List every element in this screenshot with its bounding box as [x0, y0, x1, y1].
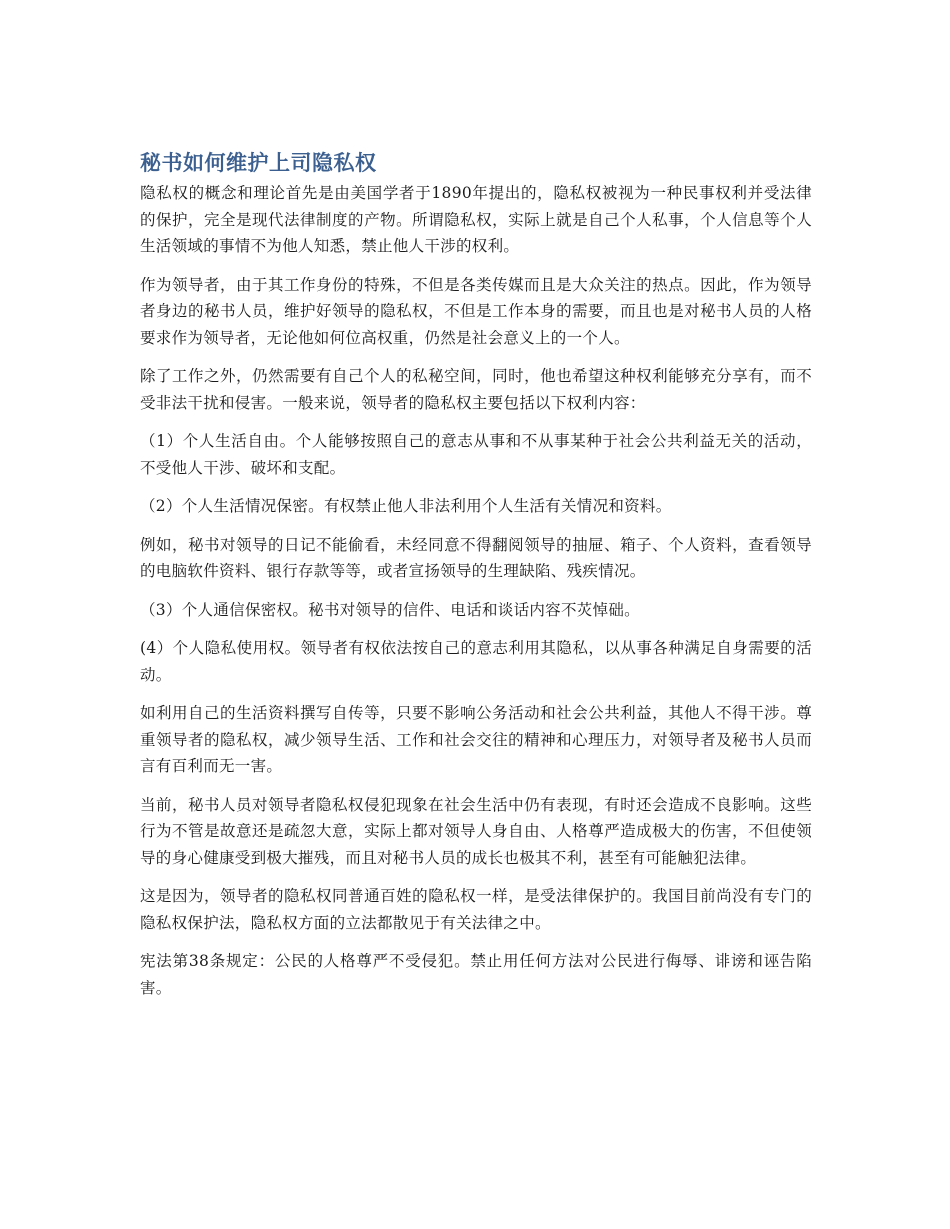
paragraph: （1）个人生活自由。个人能够按照自己的意志从事和不从事某种于社会公共利益无关的活动，不受他人干涉、破坏和支配。	[140, 432, 812, 477]
paragraph: 如利用自己的生活资料撰写自传等，只要不影响公务活动和社会公共利益，其他人不得干涉。尊重领导者的隐私权，减少领导生活、工作和社会交往的精神和心理压力，对领导者及秘书人员而言有百利而无一害。	[140, 704, 812, 775]
paragraph: (4）个人隐私使用权。领导者有权依法按自己的意志利用其隐私，以从事各种满足自身需要的活动。	[140, 639, 812, 684]
paragraph: 隐私权的概念和理论首先是由美国学者于1890年提出的，隐私权被视为一种民事权利并受法律的保护，完全是现代法律制度的产物。所谓隐私权，实际上就是自己个人私事，个人信息等个人生活领域的事情不为他人知悉，禁止他人干涉的权利。	[140, 184, 812, 255]
paragraph: 作为领导者，由于其工作身份的特殊，不但是各类传媒而且是大众关注的热点。因此，作为领导者身边的秘书人员，维护好领导的隐私权，不但是工作本身的需要，而且也是对秘书人员的人格要求作为领导者，无论他如何位高权重，仍然是社会意义上的一个人。	[140, 275, 812, 347]
document-page	[140, 148, 812, 1013]
document-title: 秘书如何维护上司隐私权	[140, 151, 377, 175]
paragraph: 除了工作之外，仍然需要有自己个人的私秘空间，同时，他也希望这种权利能够充分享有，而不受非法干扰和侵害。一般来说，领导者的隐私权主要包括以下权利内容：	[140, 367, 812, 412]
paragraph: 例如，秘书对领导的日记不能偷看，未经同意不得翻阅领导的抽屉、箱子、个人资料，查看领导的电脑软件资料、银行存款等等，或者宣扬领导的生理缺陷、残疾情况。	[140, 535, 812, 580]
paragraph: 当前，秘书人员对领导者隐私权侵犯现象在社会生活中仍有表现，有时还会造成不良影响。这些行为不管是故意还是疏忽大意，实际上都对领导人身自由、人格尊严造成极大的伤害，不但使领导的身心健康受到极大摧残，而且对秘书人员的成长也极其不利，甚至有可能触犯法律。	[140, 795, 812, 867]
paragraph: （3）个人通信保密权。秘书对领导的信件、电话和谈话内容不苂悼础。	[140, 600, 640, 619]
paragraph: 这是因为，领导者的隐私权同普通百姓的隐私权一样，是受法律保护的。我国目前尚没有专门的隐私权保护法，隐私权方面的立法都散见于有关法律之中。	[140, 887, 812, 932]
paragraph: （2）个人生活情况保密。有权禁止他人非法利用个人生活有关情况和资料。	[140, 497, 672, 515]
paragraph: 宪法第38条规定：公民的人格尊严不受侵犯。禁止用任何方法对公民进行侮辱、诽谤和诬告陷害。	[140, 952, 812, 997]
